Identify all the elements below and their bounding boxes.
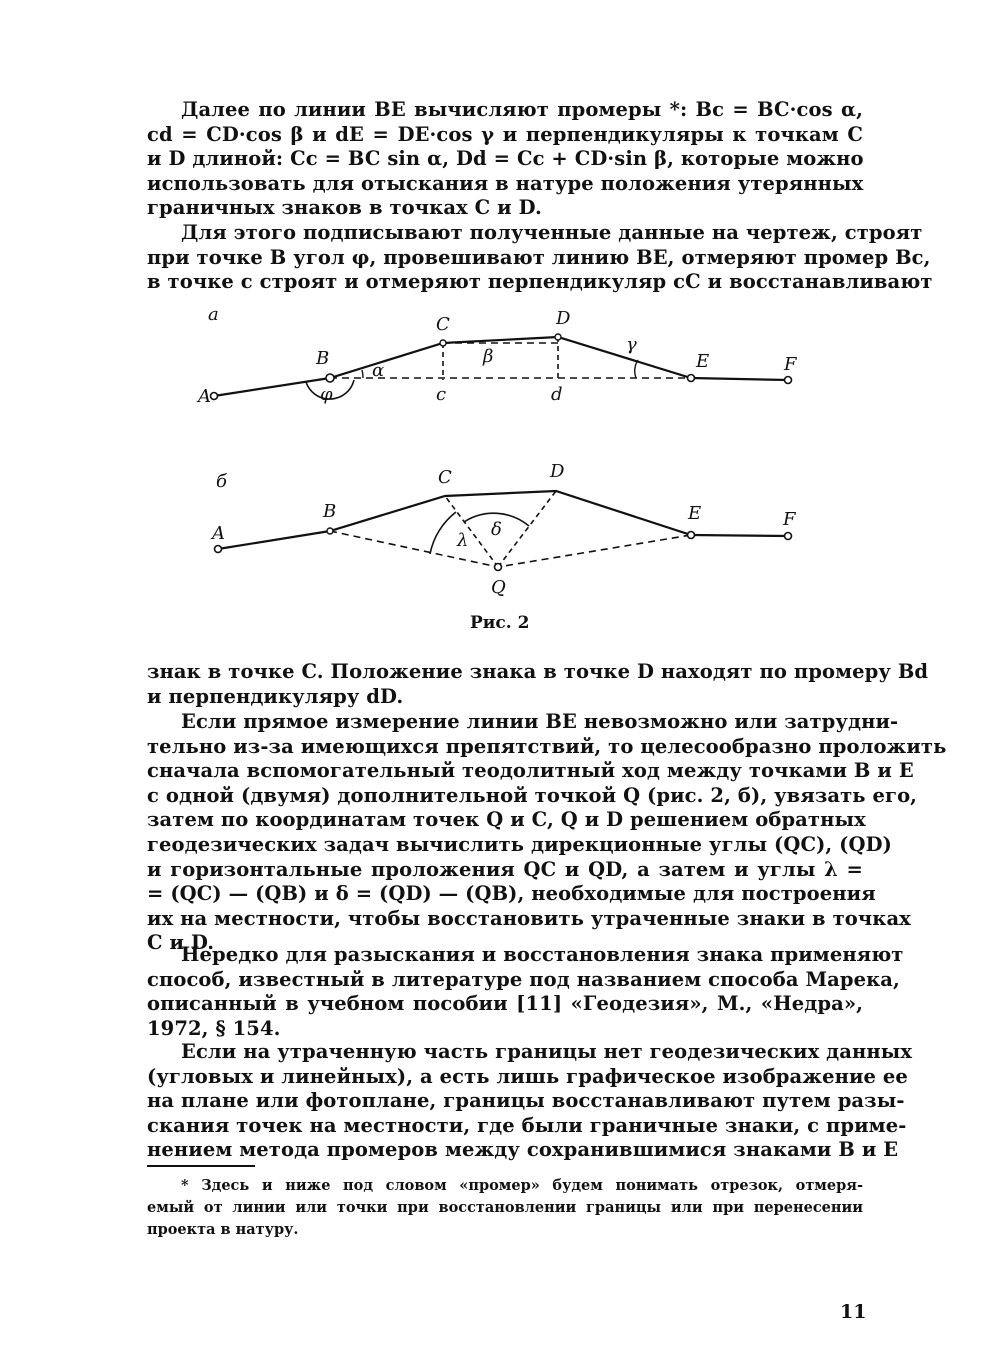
footnote-line: емый от линии или точки при восстановлении границы или при перенесении <box>147 1199 863 1216</box>
text-line: 1972, § 154. <box>147 1016 281 1040</box>
text-line: тельно из-за имеющихся препятствий, то целесообразно проложить <box>147 734 947 758</box>
text-line: использовать для отыскания в натуре положения утерянных <box>147 171 864 195</box>
angle-gamma-arc <box>635 360 638 378</box>
text-line: граничных знаков в точках C и D. <box>147 196 542 220</box>
label-point-c: C <box>436 314 450 335</box>
figure-a-diagram <box>140 300 860 420</box>
figure-a <box>140 300 860 420</box>
text-line: (угловых и линейных), а есть лишь графическое изображение ее <box>147 1064 908 1088</box>
label-point-e: E <box>688 503 702 524</box>
point-q <box>495 564 502 571</box>
label-angle-phi: φ <box>320 384 333 405</box>
label-point-b: B <box>323 501 337 522</box>
point-f <box>785 533 792 540</box>
paragraph-1 <box>147 98 863 221</box>
text-line: = (QC) — (QB) и δ = (QD) — (QB), необходимые для построения <box>147 882 876 906</box>
label-point-q: Q <box>491 577 506 598</box>
text-line: C и D. <box>147 931 215 955</box>
label-point-d-small: d <box>551 384 563 405</box>
panel-label-a: а <box>208 304 219 325</box>
point-e <box>688 375 695 382</box>
direction-qd <box>498 491 556 567</box>
text-line: на плане или фотоплане, границы восстанавливают путем разы- <box>147 1089 905 1113</box>
label-point-b: B <box>316 348 330 369</box>
point-b <box>327 528 333 534</box>
label-point-d: D <box>556 308 571 329</box>
footnote-line: * Здесь и ниже под словом «промер» будем понимать отрезок, отмеря- <box>181 1177 863 1194</box>
point-c <box>440 340 446 346</box>
text-line: и D длиной: Cc = BC sin α, Dd = Cc + CD·sin β, которые можно <box>147 147 864 171</box>
text-line: их на местности, чтобы восстановить утраченные знаки в точках <box>147 906 911 930</box>
text-line: с одной (двумя) дополнительной точкой Q (рис. 2, б), увязать его, <box>147 783 918 807</box>
text-line: способ, известный в литературе под названием способа Марека, <box>147 967 900 991</box>
page-number: 11 <box>840 1301 867 1323</box>
point-b <box>326 374 334 382</box>
boundary-line-b <box>218 491 788 549</box>
paragraph-2 <box>147 221 933 295</box>
text-line: в точке c строят и отмеряют перпендикуляр cC и восстанавливают <box>147 270 933 294</box>
text-line: затем по координатам точек Q и C, Q и D решением обратных <box>147 808 866 832</box>
label-angle-gamma: γ <box>626 334 637 355</box>
label-point-e: E <box>696 351 710 372</box>
label-point-d: D <box>550 461 565 482</box>
text-line: Если прямое измерение линии BE невозможно или затрудни- <box>181 710 899 733</box>
label-angle-beta: β <box>483 346 494 367</box>
label-point-a: A <box>212 523 225 544</box>
paragraph-5 <box>147 943 904 1041</box>
point-e <box>688 532 695 539</box>
point-f <box>785 377 792 384</box>
angle-lambda-arc <box>430 512 456 554</box>
paragraph-4 <box>147 710 947 956</box>
point-d <box>555 334 561 340</box>
footnote-divider <box>147 1165 255 1167</box>
text-line: Нередко для разыскания и восстановления знака применяют <box>181 943 904 966</box>
text-line: при точке B угол φ, провешивают линию BE, отмеряют промер Bc, <box>147 245 931 269</box>
figure-b <box>140 455 860 600</box>
panel-label-b: б <box>216 471 227 492</box>
text-line: сначала вспомогательный теодолитный ход между точками B и E <box>147 759 914 783</box>
text-line: скания точек на местности, где были граничные знаки, с приме- <box>147 1113 907 1137</box>
figure-b-diagram <box>140 455 860 600</box>
label-point-c-small: c <box>436 384 447 405</box>
label-angle-lambda: λ <box>457 530 469 551</box>
text-line: Далее по линии BE вычисляют промеры *: Bc = BC·cos α, <box>181 98 863 121</box>
paragraph-6 <box>147 1040 913 1163</box>
label-point-f: F <box>783 509 796 530</box>
point-a <box>215 546 222 553</box>
traverse-bqe <box>330 531 691 567</box>
point-a <box>211 393 218 400</box>
text-line: и перпендикуляру dD. <box>147 684 404 708</box>
text-line: Если на утраченную часть границы нет геодезических данных <box>181 1040 913 1063</box>
text-line: знак в точке C. Положение знака в точке D находят по промеру Bd <box>147 660 929 683</box>
text-line: описанный в учебном пособии [11] «Геодезия», М., «Недра», <box>147 992 863 1016</box>
angle-alpha-arc <box>362 370 363 378</box>
label-angle-delta: δ <box>491 519 502 540</box>
footnote-line: проекта в натуру. <box>147 1221 299 1238</box>
footnote <box>147 1175 863 1241</box>
text-line: геодезических задач вычислить дирекционные углы (QC), (QD) <box>147 832 892 856</box>
text-line: нением метода промеров между сохранившимися знаками B и E <box>147 1138 899 1162</box>
label-point-a: A <box>198 386 211 407</box>
text-line: и горизонтальные проложения QC и QD, а затем и углы λ = <box>147 857 863 881</box>
label-point-f: F <box>784 354 797 375</box>
label-point-c: C <box>438 467 452 488</box>
figure-caption: Рис. 2 <box>470 613 530 633</box>
label-angle-alpha: α <box>372 360 385 381</box>
text-line: Для этого подписывают полученные данные на чертеж, строят <box>181 221 923 244</box>
paragraph-3 <box>147 660 929 709</box>
text-line: cd = CD·cos β и dE = DE·cos γ и перпендикуляры к точкам C <box>147 122 863 146</box>
